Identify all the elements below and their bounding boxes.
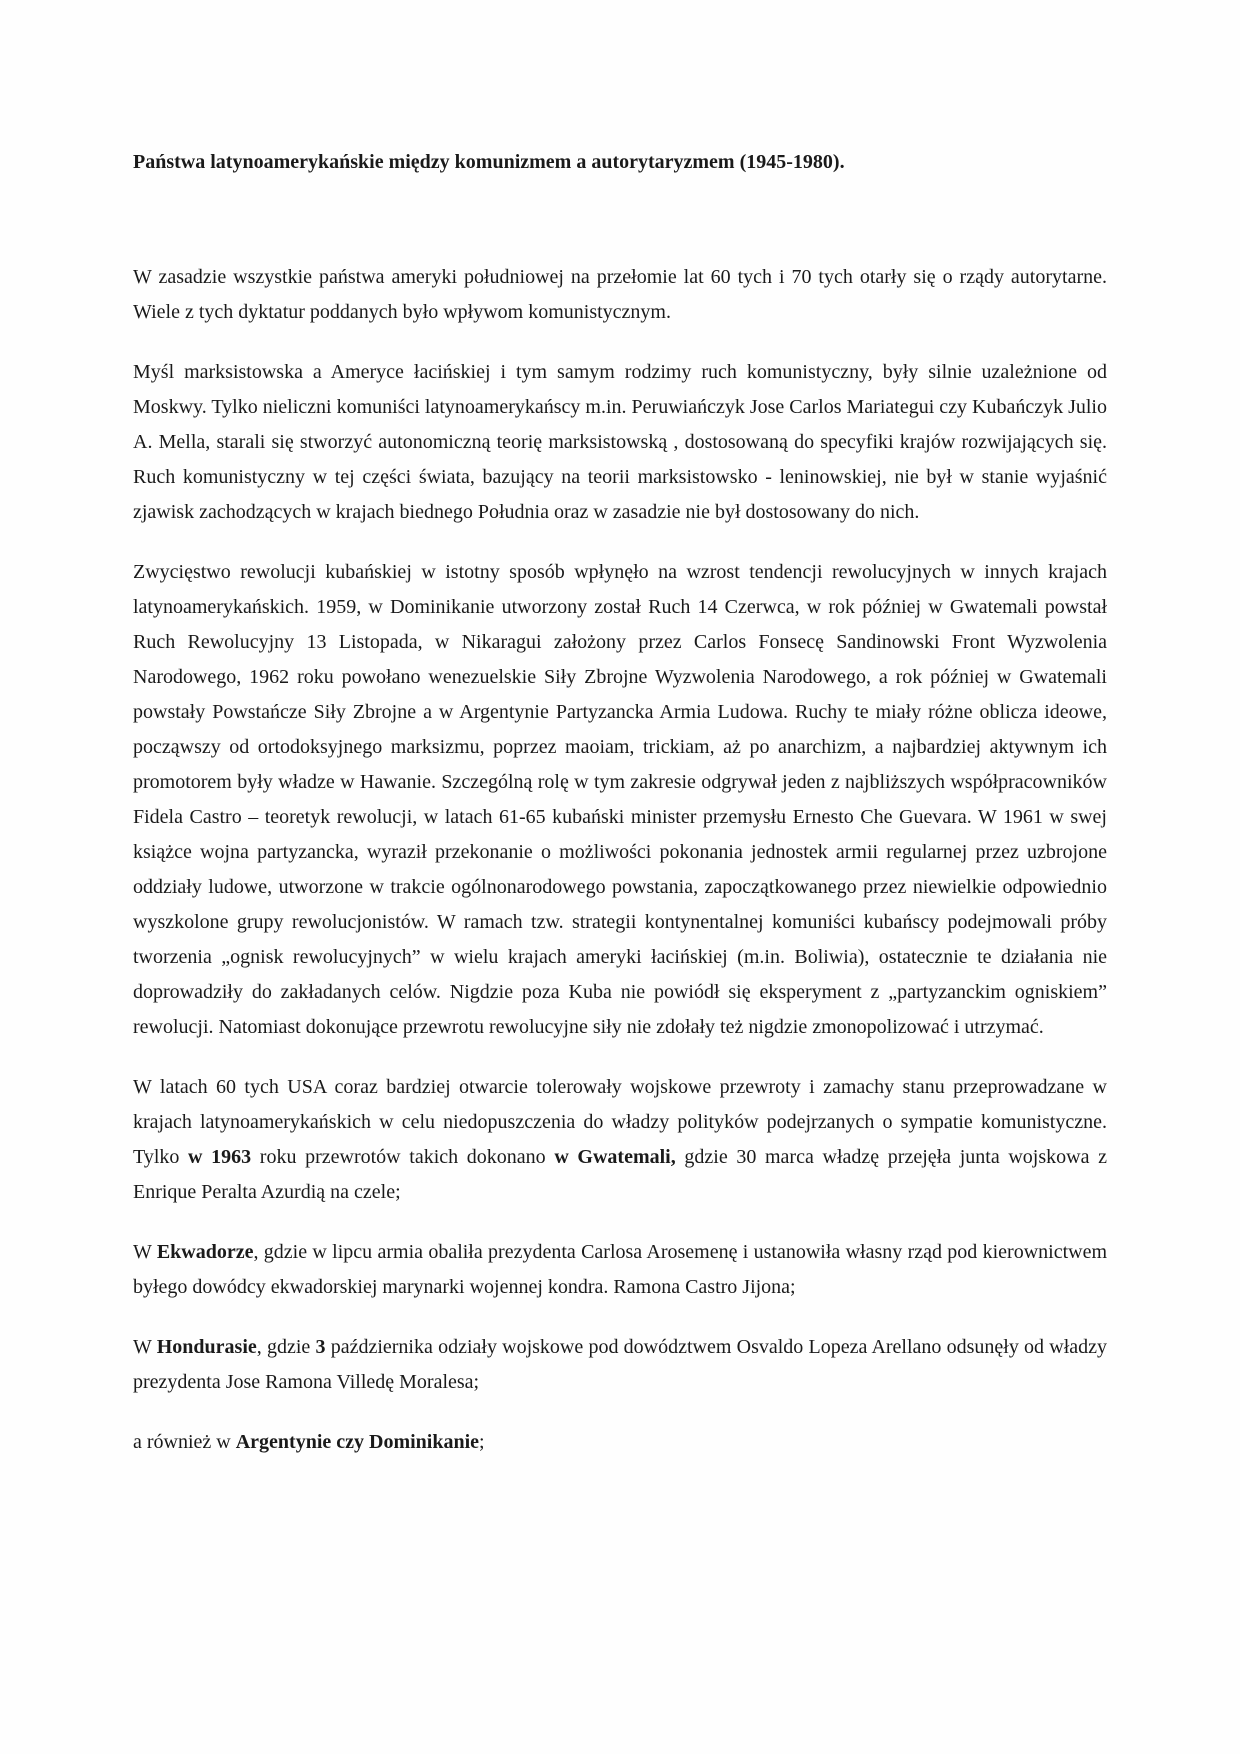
bold-text-run: w Gwatemali, (554, 1146, 676, 1168)
text-run: Zwycięstwo rewolucji kubańskiej w istotny sposób wpłynęło na wzrost tendencji rewolucyjnych w innych krajach latynoamerykańskich. 1959, w Dominikanie utworzony został Ruch 14 Czerwca, w rok później w Gwatemali powstał Ruch Rewolucyjny 13 Listopada, w Nikaragui założony przez Carlos Fonsecę Sandinowski Front Wyzwolenia Narodowego, 1962 roku powołano wenezuelskie Siły Zbrojne Wyzwolenia Narodowego, a rok później w Gwatemali powstały Powstańcze Siły Zbrojne a w Argentynie Partyzancka Armia Ludowa. Ruchy te miały różne oblicza ideowe, począwszy od ortodoksyjnego marksizmu, poprzez maoiam, trickiam, aż po anarchizm, a najbardziej aktywnym ich promotorem były władze w Hawanie. Szczególną rolę w tym zakresie odgrywał jeden z najbliższych współpracowników Fidela Castro – teoretyk rewolucji, w latach 61-65 kubański minister przemysłu Ernesto Che Guevara. W 1961 w swej książce wojna partyzancka, wyraził przekonanie o możliwości pokonania jednostek armii regularnej przez uzbrojone oddziały ludowe, utworzone w trakcie ogólnonarodowego powstania, zapoczątkowanego przez niewielkie odpowiednio wyszkolone grupy rewolucjonistów. W ramach tzw. strategii kontynentalnej komuniści kubańscy podejmowali próby tworzenia „ognisk rewolucyjnych” w wielu krajach ameryki łacińskiej (m.in. Boliwia), ostatecznie te działania nie doprowadziły do zakładanych celów. Nigdzie poza Kuba nie powiódł się eksperyment z „partyzanckim ogniskiem” rewolucji. Natomiast dokonujące przewrotu rewolucyjne siły nie zdołały też nigdzie zmonopolizować i utrzymać. (133, 561, 1107, 1038)
text-run: ; (479, 1431, 485, 1453)
document-content (133, 150, 1107, 1485)
text-run: W (133, 1336, 157, 1358)
text-run: a również w (133, 1431, 236, 1453)
paragraph (133, 1330, 1107, 1400)
text-run: , gdzie w lipcu armia obaliła prezydenta Carlosa Arosemenę i ustanowiła własny rząd pod kierownictwem byłego dowódcy ekwadorskiej marynarki wojennej kondra. Ramona Castro Jijona; (133, 1241, 1108, 1298)
document-title: Państwa latynoamerykańskie między komunizmem a autorytaryzmem (1945-1980). (133, 151, 845, 173)
text-run: roku przewrotów takich dokonano (251, 1146, 555, 1168)
text-run: , gdzie (256, 1336, 316, 1358)
bold-text-run: Hondurasie (156, 1336, 257, 1358)
paragraph (133, 355, 1107, 530)
bold-text-run: w 1963 (188, 1146, 252, 1168)
text-run: Myśl marksistowska a Ameryce łacińskiej i tym samym rodzimy ruch komunistyczny, były silnie uzależnione od Moskwy. Tylko nieliczni komuniści latynoamerykańscy m.in. Peruwiańczyk Jose Carlos Mariategui czy Kubańczyk Julio A. Mella, starali się stworzyć autonomiczną teorię marksistowską , dostosowaną do specyfiki krajów rozwijających się. Ruch komunistyczny w tej części świata, bazujący na teorii marksistowsko - leninowskiej, nie był w stanie wyjaśnić zjawisk zachodzących w krajach biednego Południa oraz w zasadzie nie był dostosowany do nich. (133, 361, 1107, 523)
text-run: W latach 60 tych USA coraz bardziej otwarcie tolerowały wojskowe przewroty i zamachy stanu przeprowadzane w krajach latynoamerykańskich w celu niedopuszczenia do władzy polityków podejrzanych o sympatie komunistyczne. Tylko (133, 1076, 1107, 1168)
text-run: W zasadzie wszystkie państwa ameryki południowej na przełomie lat 60 tych i 70 tych otarły się o rządy autorytarne. Wiele z tych dyktatur poddanych było wpływom komunistycznym. (133, 266, 1107, 323)
paragraph (133, 1070, 1107, 1210)
bold-text-run: Ekwadorze (156, 1241, 254, 1263)
paragraph (133, 1425, 1107, 1460)
paragraph (133, 555, 1107, 1045)
paragraph (133, 260, 1107, 330)
document-body (133, 260, 1107, 1460)
paragraph (133, 1235, 1107, 1305)
text-run: W (133, 1241, 157, 1263)
bold-text-run: Argentynie czy Dominikanie (235, 1431, 480, 1453)
text-run: października odziały wojskowe pod dowództwem Osvaldo Lopeza Arellano odsunęły od władzy prezydenta Jose Ramona Villedę Moralesa; (133, 1336, 1108, 1393)
text-run: gdzie 30 marca władzę przejęła junta wojskowa z Enrique Peralta Azurdią na czele; (133, 1146, 1107, 1203)
bold-text-run: 3 (315, 1336, 326, 1358)
